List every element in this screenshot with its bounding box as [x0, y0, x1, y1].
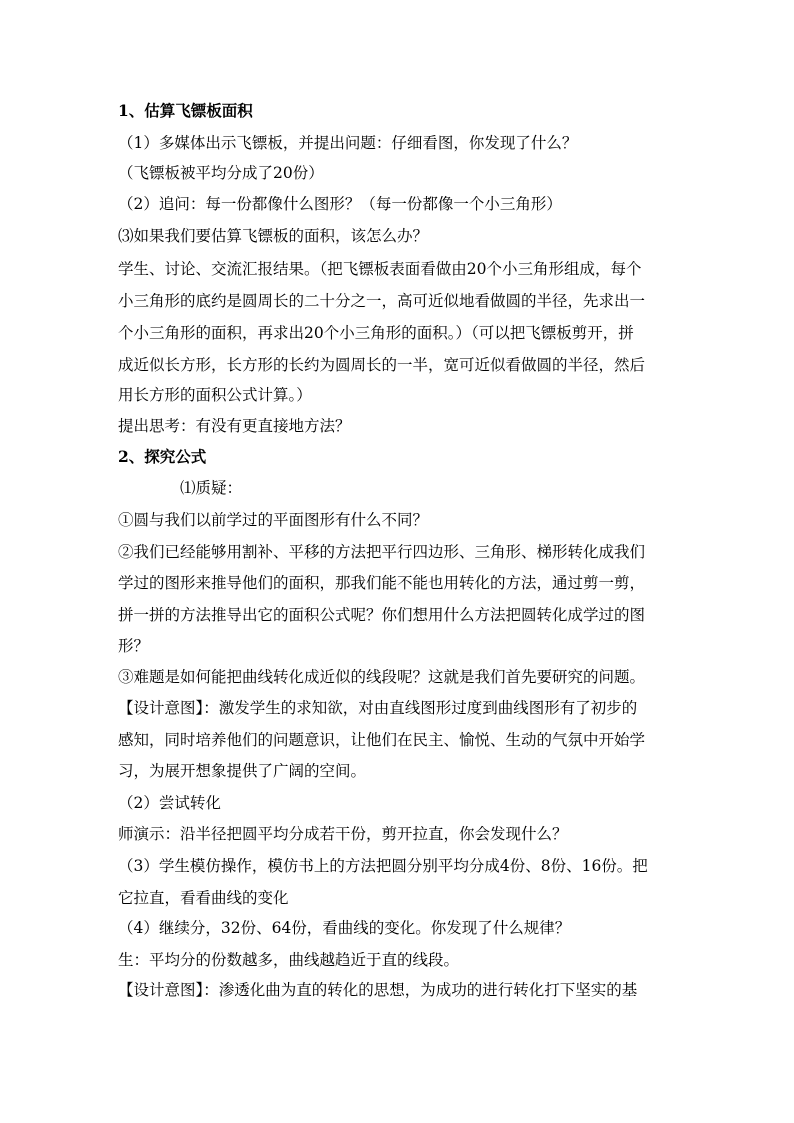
- text-line: （飞镖板被平均分成了20份）: [118, 164, 324, 182]
- text-line: 小三角形的底约是圆周长的二十分之一，高可近似地看做圆的半径，先求出一: [118, 292, 646, 310]
- text-line: （3）学生模仿操作，模仿书上的方法把圆分别平均分成4份、8份、16份。把: [118, 857, 648, 875]
- design-intent-line: 【设计意图】：渗透化曲为直的转化的思想，为成功的进行转化打下坚实的基: [118, 981, 638, 999]
- text-line: 提出思考：有没有更直接地方法？: [118, 417, 351, 435]
- text-line: 习，为展开想象提供了广阔的空间。: [118, 762, 367, 780]
- text-line: （2）尝试转化: [118, 794, 221, 812]
- text-line: 感知，同时培养他们的问题意识，让他们在民主、愉悦、生动的气氛中开始学: [118, 731, 646, 749]
- text-line: （4）继续分，32份、64份，看曲线的变化。你发现了什么规律？: [118, 919, 571, 937]
- section-heading-1: 1、估算飞镖板面积: [118, 101, 253, 120]
- text-line: ②我们已经能够用割补、平移的方法把平行四边形、三角形、梯形转化成我们: [118, 543, 646, 561]
- text-line: 拼一拼的方法推导出它的面积公式呢？你们想用什么方法把圆转化成学过的图: [118, 606, 646, 624]
- text-line: 个小三角形的面积，再求出20个小三角形的面积。）（可以把飞镖板剪开，拼: [118, 324, 634, 342]
- design-intent-line: 【设计意图】：激发学生的求知欲，对由直线图形过度到曲线图形有了初步的: [118, 699, 638, 717]
- section-heading-2: 2、探究公式: [118, 447, 207, 466]
- text-line: ⑴质疑：: [180, 479, 243, 497]
- text-line: 师演示：沿半径把圆平均分成若干份，剪开拉直，你会发现什么？: [118, 825, 568, 843]
- text-line: ①圆与我们以前学过的平面图形有什么不同？: [118, 511, 429, 529]
- text-line: （2）追问：每一份都像什么图形？（每一份都像一个小三角形）: [118, 195, 562, 213]
- text-line: 学过的图形来推导他们的面积，那我们能不能也用转化的方法，通过剪一剪，: [118, 574, 646, 592]
- text-line: 它拉直，看看曲线的变化: [118, 889, 289, 907]
- text-line: 学生、讨论、交流汇报结果。（把飞镖板表面看做由20个小三角形组成，每个: [118, 260, 642, 278]
- text-line: 用长方形的面积公式计算。）: [118, 386, 312, 404]
- text-line: 形？: [118, 637, 150, 655]
- text-line: 生：平均分的份数越多，曲线越趋近于直的线段。: [118, 951, 460, 969]
- text-line: ⑶如果我们要估算飞镖板的面积，该怎么办？: [118, 227, 429, 245]
- text-line: ③难题是如何能把曲线转化成近似的线段呢？这就是我们首先要研究的问题。: [118, 668, 646, 686]
- text-line: （1）多媒体出示飞镖板，并提出问题：仔细看图，你发现了什么？: [118, 134, 578, 152]
- text-line: 成近似长方形，长方形的长约为圆周长的一半，宽可近似看做圆的半径，然后: [118, 356, 646, 374]
